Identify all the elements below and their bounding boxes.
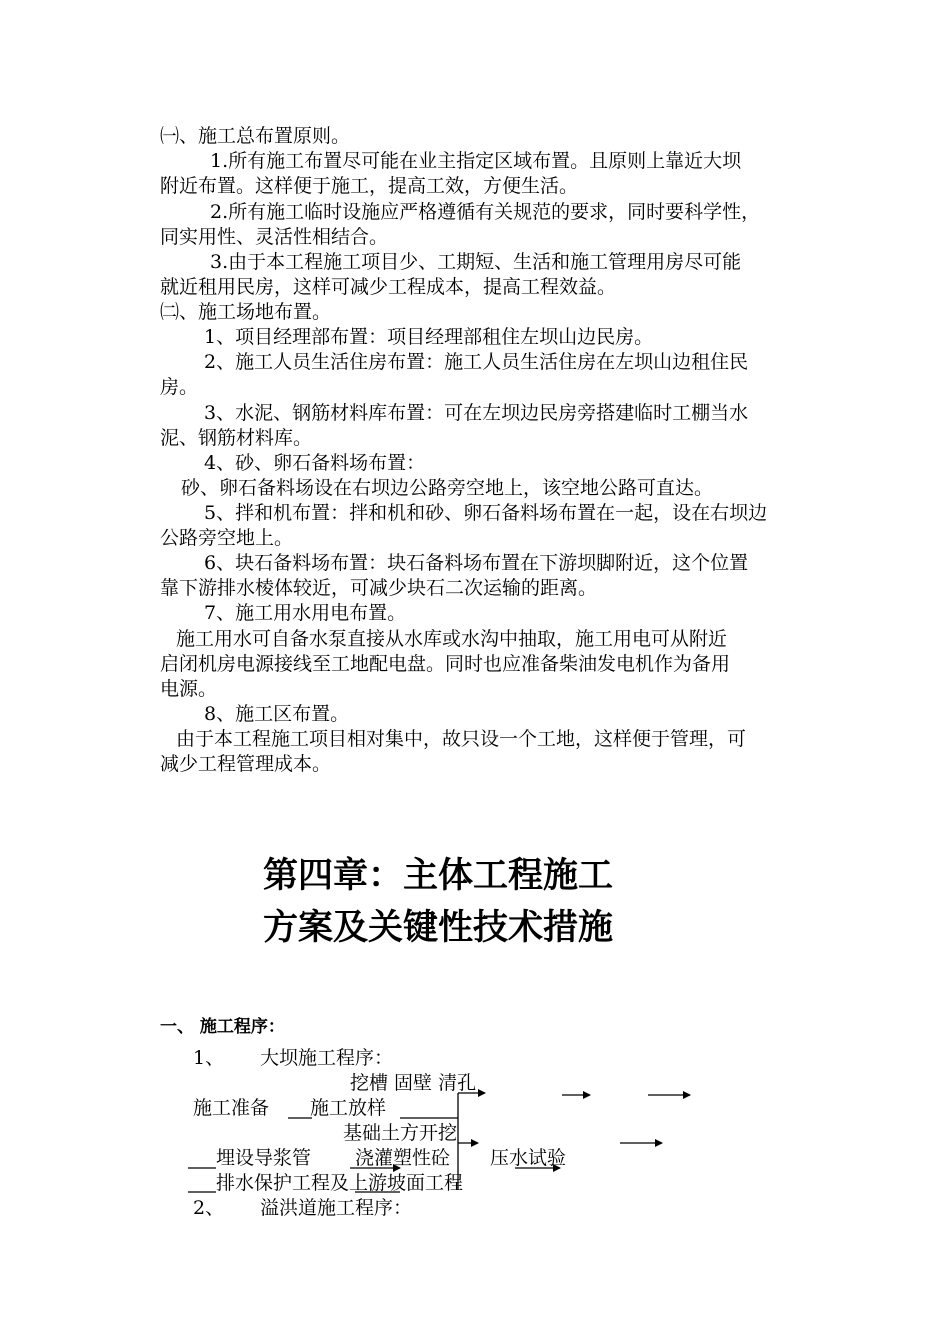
principle-3-line2: 就近租用民房，这样可减少工程成本，提高工程效益。 (160, 276, 617, 298)
site-item-6-line1: 6、块石备料场布置：块石备料场布置在下游坝脚附近，这个位置 (204, 552, 749, 574)
site-item-5-line1: 5、拌和机布置：拌和机和砂、卵石备料场布置在一起，设在右坝边 (204, 502, 768, 524)
flow-prep: 施工准备 (193, 1097, 270, 1119)
flow-layout: 施工放样 (310, 1097, 387, 1119)
chapter-title-line1: 第四章：主体工程施工 (263, 856, 614, 896)
section-heading-site: ㈡、施工场地布置。 (160, 301, 332, 323)
flow-trench-wall-clean: 挖槽 固壁 清孔 (350, 1072, 477, 1094)
chapter-title-line2: 方案及关键性技术措施 (263, 908, 614, 948)
site-item-5-line2: 公路旁空地上。 (160, 527, 294, 549)
flow-test: 压水试验 (490, 1147, 567, 1169)
flow-grout-pipe: 埋设导浆管 (216, 1147, 312, 1169)
site-item-8-line2: 减少工程管理成本。 (160, 753, 332, 775)
flow-drain: 排水保护工程及上游坡面工程 (216, 1172, 464, 1194)
sub2-title: 溢洪道施工程序： (260, 1197, 413, 1219)
principle-1-line2: 附近布置。这样便于施工，提高工效，方便生活。 (160, 175, 579, 197)
site-item-3-line1: 3、水泥、钢筋材料库布置：可在左坝边民房旁搭建临时工棚当水 (204, 402, 749, 424)
principle-2-line2: 同实用性、灵活性相结合。 (160, 226, 389, 248)
site-item-4-body: 砂、卵石备料场设在右坝边公路旁空地上，该空地公路可直达。 (181, 477, 714, 499)
site-item-7-line1: 施工用水可自备水泵直接从水库或水沟中抽取，施工用电可从附近 (176, 628, 728, 650)
site-item-4-title: 4、砂、卵石备料场布置： (204, 452, 426, 474)
site-item-8-title: 8、施工区布置。 (204, 703, 350, 725)
site-item-1: 1、项目经理部布置：项目经理部租住左坝山边民房。 (204, 326, 654, 348)
flow-excavation: 基础土方开挖 (343, 1122, 458, 1144)
sub1-number: 1、 (193, 1047, 225, 1069)
site-item-7-line2: 启闭机房电源接线至工地配电盘。同时也应准备柴油发电机作为备用 (160, 653, 731, 675)
section-heading-principles: ㈠、施工总布置原则。 (160, 125, 351, 147)
sub1-title: 大坝施工程序： (260, 1047, 394, 1069)
flow-pour: 浇灌塑性砼 (355, 1147, 451, 1169)
site-item-7-title: 7、施工用水用电布置。 (204, 602, 407, 624)
procedure-heading: 一、 施工程序： (160, 1017, 285, 1037)
principle-2-line1: 2.所有施工临时设施应严格遵循有关规范的要求，同时要科学性， (210, 201, 761, 223)
sub2-number: 2、 (193, 1197, 225, 1219)
principle-3-line1: 3.由于本工程施工项目少、工期短、生活和施工管理用房尽可能 (210, 251, 742, 273)
principle-1-line1: 1.所有施工布置尽可能在业主指定区域布置。且原则上靠近大坝 (210, 150, 742, 172)
site-item-3-line2: 泥、钢筋材料库。 (160, 427, 313, 449)
site-item-2-line2: 房。 (160, 376, 199, 398)
site-item-2-line1: 2、施工人员生活住房布置：施工人员生活住房在左坝山边租住民 (204, 351, 749, 373)
site-item-6-line2: 靠下游排水棱体较近，可减少块石二次运输的距离。 (160, 577, 598, 599)
site-item-8-line1: 由于本工程施工项目相对集中，故只设一个工地，这样便于管理，可 (176, 728, 747, 750)
site-item-7-line3: 电源。 (160, 678, 218, 700)
